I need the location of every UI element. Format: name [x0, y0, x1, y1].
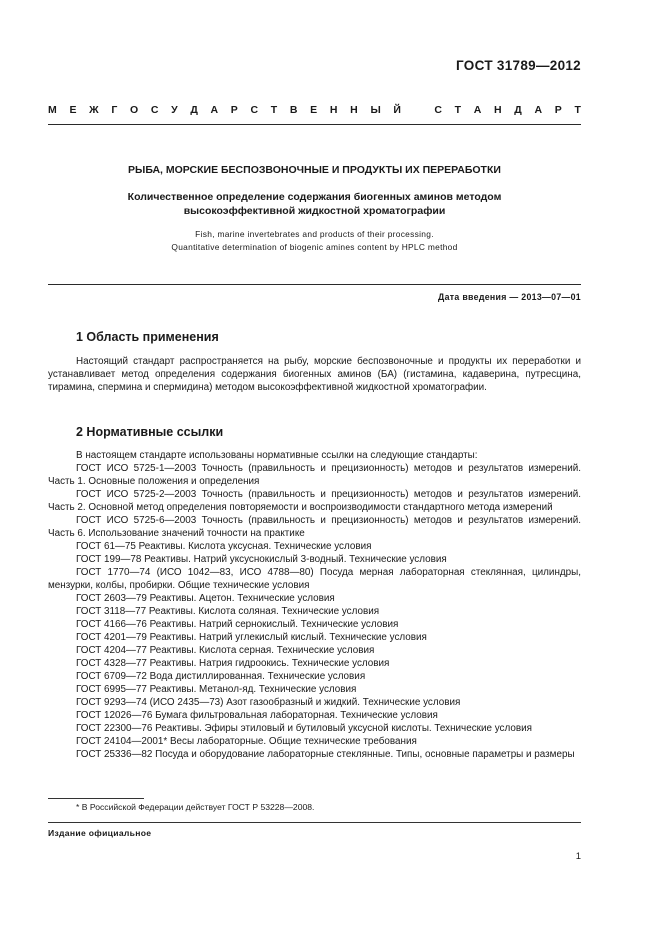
page-number: 1: [575, 851, 581, 862]
heading-gap: [414, 104, 422, 116]
reference-item: ГОСТ 12026—76 Бумага фильтровальная лабораторная. Технические условия: [76, 710, 438, 721]
heading-letter: В: [289, 104, 298, 116]
reference-item: ГОСТ 22300—76 Реактивы. Эфиры этиловый и бутиловый уксусной кислоты. Технические условия: [76, 723, 532, 734]
subtitle-line: высокоэффективной жидкостной хроматографии: [183, 205, 446, 217]
reference-item: ГОСТ 6709—72 Вода дистиллированная. Технические условия: [76, 671, 366, 682]
introduction-date: Дата введения — 2013—07—01: [438, 292, 581, 302]
heading-letter: У: [171, 104, 178, 116]
edition-divider: [48, 822, 581, 823]
heading-letter: Е: [310, 104, 318, 116]
heading-letter: А: [534, 104, 543, 116]
heading-letter: Й: [393, 104, 401, 116]
reference-item: ГОСТ ИСО 5725-2—2003 Точность (правильность и прецизионность) методов и результатов измерений. Часть 2. Основной метод определения повторяемости и воспроизводимости стандартного метода измерений: [48, 489, 581, 513]
heading-letter: Д: [190, 104, 198, 116]
references-list: [48, 449, 581, 761]
reference-item: ГОСТ 6995—77 Реактивы. Метанол-яд. Технические условия: [76, 684, 357, 695]
header-rule-bottom: [48, 284, 581, 285]
heading-letter: Д: [514, 104, 522, 116]
reference-item: ГОСТ ИСО 5725-6—2003 Точность (правильность и прецизионность) методов и результатов измерений. Часть 6. Использование значений точности на практике: [48, 515, 581, 539]
official-edition-label: Издание официальное: [48, 828, 152, 838]
heading-letter: Н: [329, 104, 338, 116]
heading-letter: О: [129, 104, 139, 116]
heading-letter: Р: [554, 104, 562, 116]
reference-item: ГОСТ 4204—77 Реактивы. Кислота серная. Технические условия: [76, 645, 375, 656]
reference-item: ГОСТ 4328—77 Реактивы. Натрия гидроокись. Технические условия: [76, 658, 390, 669]
footnote: * В Российской Федерации действует ГОСТ Р 53228—2008.: [76, 802, 315, 812]
section-1-heading: 1 Область применения: [76, 330, 219, 344]
heading-letter: С: [250, 104, 259, 116]
heading-letter: Р: [230, 104, 238, 116]
reference-item: ГОСТ 3118—77 Реактивы. Кислота соляная. Технические условия: [76, 606, 380, 617]
references-intro: В настоящем стандарте использованы нормативные ссылки на следующие стандарты:: [76, 450, 478, 461]
english-title-line: Quantitative determination of biogenic amines content by HPLC method: [171, 241, 458, 252]
paragraph: Настоящий стандарт распространяется на рыбу, морские беспозвоночные и продукты их переработки и устанавливает метод определения содержания биогенных аминов (БА) (гистамина, кадаверина, путресцина, тирамина, спермина и спермидина) методом высокоэффективной жидкостной хроматографии.: [48, 356, 581, 393]
heading-letter: Н: [494, 104, 502, 116]
document-title-english: [48, 228, 581, 253]
english-title-line: Fish, marine invertebrates and products of their processing.: [195, 229, 434, 239]
subtitle-line: Количественное определение содержания биогенных аминов методом: [127, 191, 502, 203]
heading-letter: А: [210, 104, 219, 116]
header-rule-top: [48, 124, 581, 125]
document-subtitle: [48, 190, 581, 218]
heading-letter: Г: [111, 104, 118, 116]
heading-letter: С: [434, 104, 442, 116]
reference-item: ГОСТ 61—75 Реактивы. Кислота уксусная. Технические условия: [76, 541, 372, 552]
reference-item: ГОСТ 1770—74 (ИСО 1042—83, ИСО 4788—80) Посуда мерная лабораторная стеклянная, цилиндры, мензурки, колбы, пробирки. Общие технические условия: [48, 567, 581, 591]
heading-letter: Ы: [370, 104, 381, 116]
heading-letter: Т: [574, 104, 581, 116]
heading-letter: Ж: [89, 104, 99, 116]
footnote-divider: [48, 798, 144, 799]
heading-letter: Е: [69, 104, 77, 116]
heading-letter: Н: [350, 104, 358, 116]
reference-item: ГОСТ 199—78 Реактивы. Натрий уксуснокислый 3-водный. Технические условия: [76, 554, 447, 565]
standard-type-heading: [48, 104, 581, 116]
reference-item: ГОСТ ИСО 5725-1—2003 Точность (правильность и прецизионность) методов и результатов измерений. Часть 1. Основные положения и определения: [48, 463, 581, 487]
heading-letter: Т: [270, 104, 278, 116]
reference-item: ГОСТ 9293—74 (ИСО 2435—73) Азот газообразный и жидкий. Технические условия: [76, 697, 461, 708]
heading-letter: С: [150, 104, 159, 116]
heading-letter: М: [48, 104, 57, 116]
section-1-body: [48, 355, 581, 394]
heading-letter: Т: [454, 104, 462, 116]
reference-item: ГОСТ 25336—82 Посуда и оборудование лабораторные стеклянные. Типы, основные параметры и размеры: [76, 749, 575, 760]
reference-item: ГОСТ 4166—76 Реактивы. Натрий сернокислый. Технические условия: [76, 619, 399, 630]
section-2-heading: 2 Нормативные ссылки: [76, 425, 224, 439]
reference-item: ГОСТ 24104—2001* Весы лабораторные. Общие технические требования: [76, 736, 417, 747]
reference-item: ГОСТ 2603—79 Реактивы. Ацетон. Технические условия: [76, 593, 335, 604]
document-title: РЫБА, МОРСКИЕ БЕСПОЗВОНОЧНЫЕ И ПРОДУКТЫ ИХ ПЕРЕРАБОТКИ: [128, 164, 501, 176]
reference-item: ГОСТ 4201—79 Реактивы. Натрий углекислый кислый. Технические условия: [76, 632, 427, 643]
gost-number: ГОСТ 31789—2012: [456, 58, 581, 73]
heading-letter: А: [473, 104, 482, 116]
